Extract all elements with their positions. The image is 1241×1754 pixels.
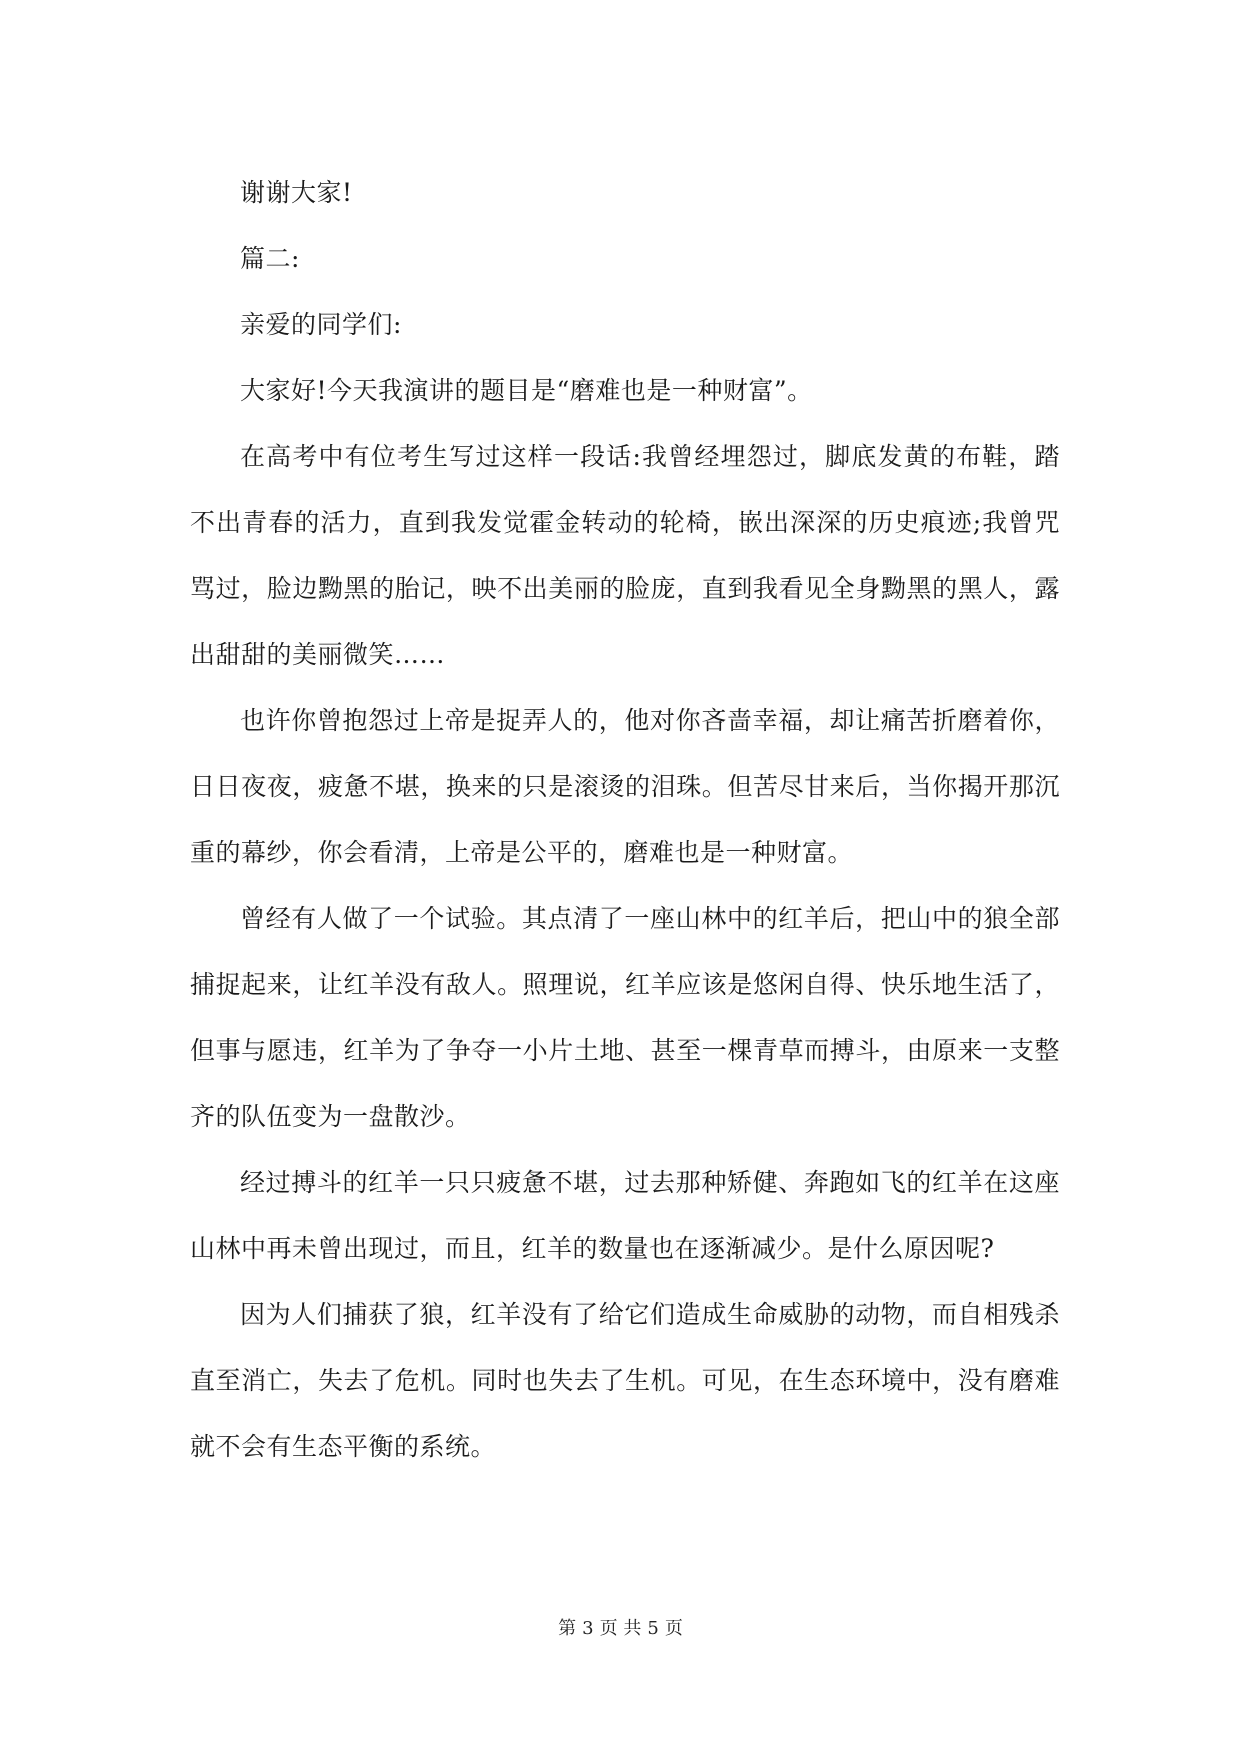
- paragraph: 大家好!今天我演讲的题目是“磨难也是一种财富”。: [240, 376, 813, 405]
- document-body: [190, 160, 1060, 1480]
- paragraph: 篇二:: [240, 244, 300, 273]
- footer-total-pages: 5: [647, 1618, 659, 1639]
- paragraph: 曾经有人做了一个试验。其点清了一座山林中的红羊后，把山中的狼全部捕捉起来，让红羊没有敌人。照理说，红羊应该是悠闲自得、快乐地生活了，但事与愿违，红羊为了争夺一小片土地、甚至一棵青草而搏斗，由原来一支整齐的队伍变为一盘散沙。: [190, 904, 1060, 1131]
- footer-current-page: 3: [582, 1618, 594, 1639]
- paragraph: 亲爱的同学们:: [240, 310, 402, 339]
- footer-middle: 页 共: [599, 1618, 642, 1639]
- footer-prefix: 第: [558, 1618, 577, 1639]
- paragraph: 因为人们捕获了狼，红羊没有了给它们造成生命威胁的动物，而自相残杀直至消亡，失去了危机。同时也失去了生机。可见，在生态环境中，没有磨难就不会有生态平衡的系统。: [190, 1300, 1060, 1461]
- footer-suffix: 页: [664, 1618, 683, 1639]
- paragraph: 经过搏斗的红羊一只只疲惫不堪，过去那种矫健、奔跑如飞的红羊在这座山林中再未曾出现过，而且，红羊的数量也在逐渐减少。是什么原因呢?: [190, 1168, 1060, 1263]
- paragraph: 在高考中有位考生写过这样一段话:我曾经埋怨过，脚底发黄的布鞋，踏不出青春的活力，直到我发觉霍金转动的轮椅，嵌出深深的历史痕迹;我曾咒骂过，脸边黝黑的胎记，映不出美丽的脸庞，直到我看见全身黝黑的黑人，露出甜甜的美丽微笑……: [190, 442, 1060, 669]
- paragraph: 也许你曾抱怨过上帝是捉弄人的，他对你吝啬幸福，却让痛苦折磨着你，日日夜夜，疲惫不堪，换来的只是滚烫的泪珠。但苦尽甘来后，当你揭开那沉重的幕纱，你会看清，上帝是公平的，磨难也是一种财富。: [190, 706, 1060, 867]
- paragraph: 谢谢大家!: [240, 178, 353, 207]
- page-footer: [0, 1614, 1241, 1640]
